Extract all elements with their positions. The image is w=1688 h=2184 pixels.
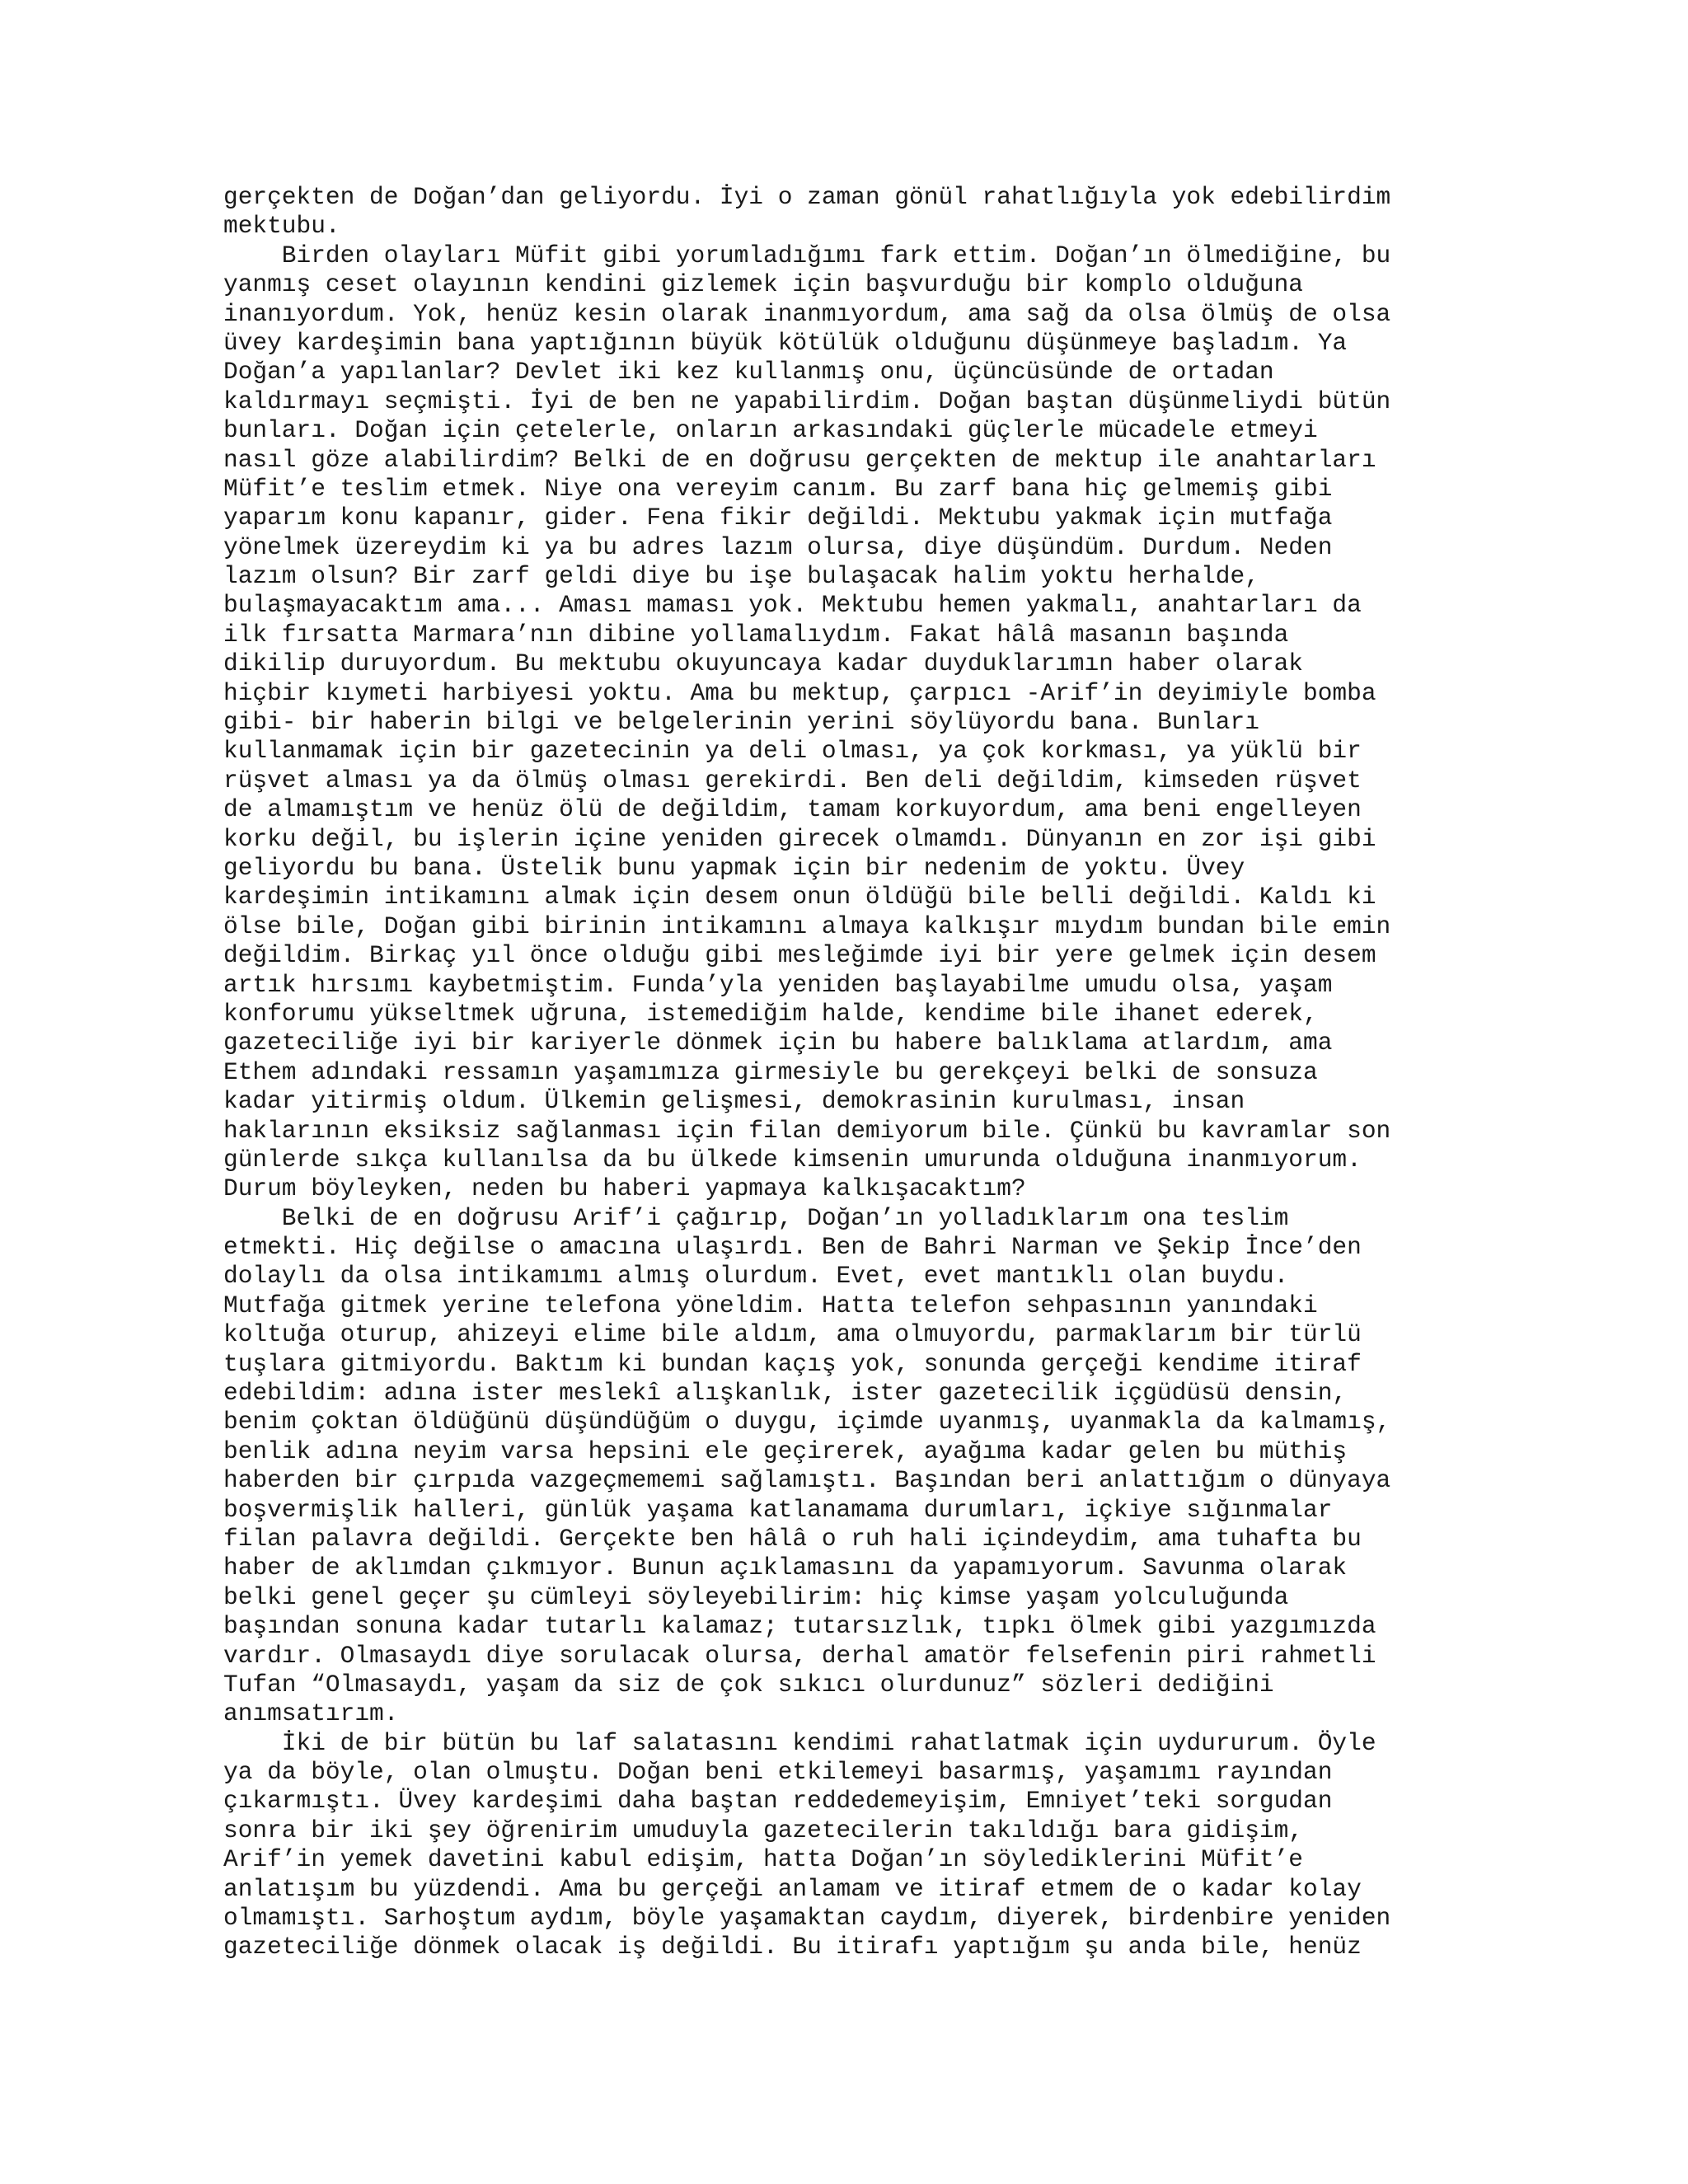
text-line: Doğan’a yapılanlar? Devlet iki kez kullanmış onu, üçüncüsünde de ortadan	[223, 358, 1274, 387]
text-line: Müfit’e teslim etmek. Niye ona vereyim canım. Bu zarf bana hiç gelmemiş gibi	[223, 474, 1333, 503]
text-line: dikilip duruyordum. Bu mektubu okuyuncaya kadar duyduklarımın haber olarak	[223, 649, 1304, 678]
text-line: artık hırsımı kaybetmiştim. Funda’yla yeniden başlayabilme umudu olsa, yaşam	[223, 970, 1333, 999]
text-line: Arif’in yemek davetini kabul edişim, hatta Doğan’ın söylediklerini Müfit’e	[223, 1845, 1304, 1874]
text-line: anımsatırım.	[223, 1699, 399, 1728]
text-line: olmamıştı. Sarhoştum aydım, böyle yaşamaktan caydım, diyerek, birdenbire yeniden	[223, 1904, 1391, 1933]
text-line: Durum böyleyken, neden bu haberi yapmaya kalkışacaktım?	[223, 1174, 1026, 1203]
text-line: koltuğa oturup, ahizeyi elime bile aldım, ama olmuyordu, parmaklarım bir türlü	[223, 1320, 1362, 1349]
text-line: gazeteciliğe dönmek olacak iş değildi. Bu itirafı yaptığım şu anda bile, henüz	[223, 1933, 1362, 1961]
text-line: ölse bile, Doğan gibi birinin intikamını almaya kalkışır mıydım bundan bile emin	[223, 912, 1391, 940]
text-line: gazeteciliğe iyi bir kariyerle dönmek için bu habere balıklama atlardım, ama	[223, 1029, 1333, 1057]
text-line: gibi- bir haberin bilgi ve belgelerinin yerini söylüyordu bana. Bunları	[223, 708, 1259, 737]
text-line: kardeşimin intikamını almak için desem onun öldüğü bile belli değildi. Kaldı ki	[223, 883, 1376, 912]
text-line: kullanmamak için bir gazetecinin ya deli olması, ya çok korkması, ya yüklü bir	[223, 737, 1362, 766]
text-line: ilk fırsatta Marmara’nın dibine yollamalıydım. Fakat hâlâ masanın başında	[223, 620, 1289, 649]
text-line: rüşvet alması ya da ölmüş olması gerekirdi. Ben deli değildim, kimseden rüşvet	[223, 766, 1362, 794]
text-line: sonra bir iki şey öğrenirim umuduyla gazetecilerin takıldığı bara gidişim,	[223, 1816, 1304, 1844]
text-line: Ethem adındaki ressamın yaşamımıza girmesiyle bu gerekçeyi belki de sonsuza	[223, 1057, 1318, 1086]
text-line: yönelmek üzereydim ki ya bu adres lazım olursa, diye düşündüm. Durdum. Neden	[223, 532, 1333, 561]
text-line: gerçekten de Doğan’dan geliyordu. İyi o zaman gönül rahatlığıyla yok edebilirdim	[223, 183, 1391, 211]
text-line: haberden bir çırpıda vazgeçmememi sağlamıştı. Başından beri anlattığım o dünyaya	[223, 1466, 1391, 1495]
text-line: benim çoktan öldüğünü düşündüğüm o duygu, içimde uyanmış, uyanmakla da kalmamış,	[223, 1408, 1391, 1436]
text-line: korku değil, bu işlerin içine yeniden girecek olmamdı. Dünyanın en zor işi gibi	[223, 824, 1376, 853]
text-line: ya da böyle, olan olmuştu. Doğan beni etkilemeyi basarmış, yaşamımı rayından	[223, 1758, 1333, 1787]
text-line: belki genel geçer şu cümleyi söyleyebilirim: hiç kimse yaşam yolculuğunda	[223, 1582, 1289, 1611]
text-line: değildim. Birkaç yıl önce olduğu gibi mesleğimde iyi bir yere gelmek için desem	[223, 941, 1376, 970]
text-line: üvey kardeşimin bana yaptığının büyük kötülük olduğunu düşünmeye başladım. Ya	[223, 328, 1348, 357]
text-line: filan palavra değildi. Gerçekte ben hâlâ o ruh hali içindeydim, ama tuhafta bu	[223, 1524, 1362, 1553]
text-line: de almamıştım ve henüz ölü de değildim, tamam korkuyordum, ama beni engelleyen	[223, 795, 1362, 824]
text-line: geliyordu bu bana. Üstelik bunu yapmak için bir nedenim de yoktu. Üvey	[223, 853, 1245, 882]
text-line: dolaylı da olsa intikamımı almış olurdum. Evet, evet mantıklı olan buydu.	[223, 1262, 1289, 1291]
text-line: boşvermişlik halleri, günlük yaşama katlanamama durumları, içkiye sığınmalar	[223, 1495, 1333, 1524]
text-line: hiçbir kıymeti harbiyesi yoktu. Ama bu mektup, çarpıcı -Arif’in deyimiyle bomba	[223, 678, 1376, 707]
text-line: lazım olsun? Bir zarf geldi diye bu işe bulaşacak halim yoktu herhalde,	[223, 562, 1259, 591]
text-line: etmekti. Hiç değilse o amacına ulaşırdı. Ben de Bahri Narman ve Şekip İnce’den	[223, 1233, 1362, 1262]
text-line: günlerde sıkça kullanılsa da bu ülkede kimsenin umurunda olduğuna inanmıyorum.	[223, 1145, 1362, 1174]
text-line: Mutfağa gitmek yerine telefona yöneldim. Hatta telefon sehpasının yanındaki	[223, 1291, 1318, 1319]
text-line: kadar yitirmiş oldum. Ülkemin gelişmesi, demokrasinin kurulması, insan	[223, 1087, 1245, 1116]
text-line: yanmış ceset olayının kendini gizlemek için başvurduğu bir komplo olduğuna	[223, 270, 1304, 299]
text-line: benlik adına neyim varsa hepsini ele geçirerek, ayağıma kadar gelen bu müthiş	[223, 1436, 1348, 1465]
body-text	[223, 183, 1476, 1962]
text-line: başından sonuna kadar tutarlı kalamaz; tutarsızlık, tıpkı ölmek gibi yazgımızda	[223, 1612, 1376, 1641]
text-line: kaldırmayı seçmişti. İyi de ben ne yapabilirdim. Doğan baştan düşünmeliydi bütün	[223, 387, 1391, 415]
text-line: edebildim: adına ister meslekî alışkanlık, ister gazetecilik içgüdüsü densin,	[223, 1379, 1348, 1408]
text-line: tuşlara gitmiyordu. Baktım ki bundan kaçış yok, sonunda gerçeği kendime itiraf	[223, 1349, 1362, 1378]
text-line: vardır. Olmasaydı diye sorulacak olursa, derhal amatör felsefenin piri rahmetli	[223, 1641, 1376, 1670]
text-line: çıkarmıştı. Üvey kardeşimi daha baştan reddedemeyişim, Emniyet’teki sorgudan	[223, 1787, 1333, 1816]
text-line: bunları. Doğan için çetelerle, onların arkasındaki güçlerle mücadele etmeyi	[223, 416, 1318, 445]
text-line: Birden olayları Müfit gibi yorumladığımı fark ettim. Doğan’ın ölmediğine, bu	[223, 241, 1391, 269]
text-line: nasıl göze alabilirdim? Belki de en doğrusu gerçekten de mektup ile anahtarları	[223, 445, 1376, 474]
text-line: haklarının eksiksiz sağlanması için filan demiyorum bile. Çünkü bu kavramlar son	[223, 1116, 1391, 1145]
text-line: yaparım konu kapanır, gider. Fena fikir değildi. Mektubu yakmak için mutfağa	[223, 504, 1333, 532]
text-line: Tufan “Olmasaydı, yaşam da siz de çok sıkıcı olurdunuz” sözleri dediğini	[223, 1670, 1274, 1699]
text-line: mektubu.	[223, 212, 340, 241]
text-line: konforumu yükseltmek uğruna, istemediğim halde, kendime bile ihanet ederek,	[223, 999, 1318, 1028]
text-line: Belki de en doğrusu Arif’i çağırıp, Doğan’ın yolladıklarım ona teslim	[223, 1203, 1289, 1232]
text-line: İki de bir bütün bu laf salatasını kendimi rahatlatmak için uydururum. Öyle	[223, 1728, 1376, 1757]
text-line: bulaşmayacaktım ama... Aması maması yok. Mektubu hemen yakmalı, anahtarları da	[223, 591, 1362, 620]
text-line: inanıyordum. Yok, henüz kesin olarak inanmıyordum, ama sağ da olsa ölmüş de olsa	[223, 299, 1391, 328]
text-line: anlatışım bu yüzdendi. Ama bu gerçeği anlamam ve itiraf etmem de o kadar kolay	[223, 1874, 1362, 1903]
text-line: haber de aklımdan çıkmıyor. Bunun açıklamasını da yapamıyorum. Savunma olarak	[223, 1554, 1348, 1582]
